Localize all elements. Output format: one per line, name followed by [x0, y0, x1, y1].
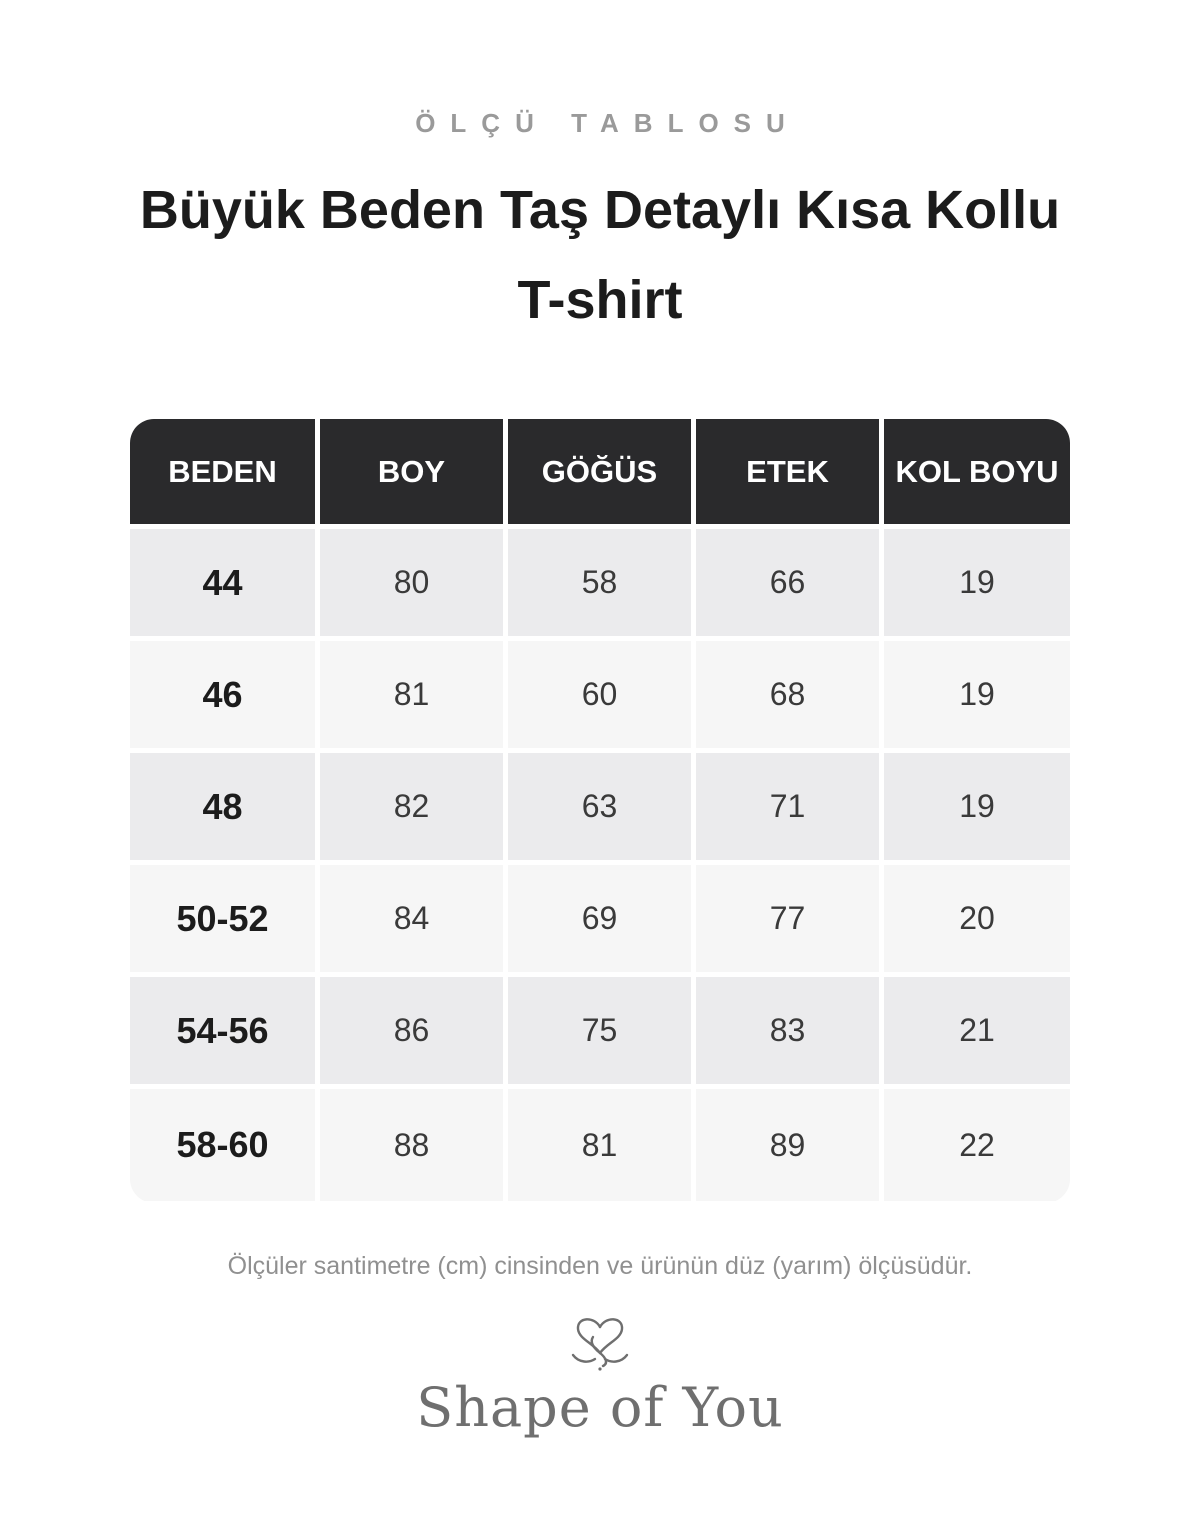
gogus-cell: 60 — [508, 641, 696, 753]
etek-cell: 68 — [696, 641, 884, 753]
size-table-container — [130, 419, 1070, 1203]
table-row — [130, 641, 1070, 753]
measurement-note: Ölçüler santimetre (cm) cinsinden ve ürünün düz (yarım) ölçüsüdür. — [227, 1252, 973, 1280]
gogus-cell: 63 — [508, 753, 696, 865]
etek-cell: 83 — [696, 977, 884, 1089]
gogus-cell: 69 — [508, 865, 696, 977]
boy-cell: 86 — [320, 977, 508, 1089]
boy-cell: 81 — [320, 641, 508, 753]
column-header-kol-boyu: KOL BOYU — [884, 419, 1070, 529]
table-row — [130, 529, 1070, 641]
kol-boyu-cell: 21 — [884, 977, 1070, 1089]
kol-boyu-cell: 19 — [884, 753, 1070, 865]
kol-boyu-cell: 19 — [884, 641, 1070, 753]
etek-cell: 89 — [696, 1089, 884, 1201]
size-table — [130, 419, 1070, 1201]
column-header-gogus: GÖĞÜS — [508, 419, 696, 529]
size-cell: 44 — [130, 529, 320, 641]
table-row — [130, 1089, 1070, 1201]
eyebrow-label: ÖLÇÜ TABLOSU — [415, 108, 800, 138]
page-title — [100, 165, 1100, 345]
gogus-cell: 75 — [508, 977, 696, 1089]
kol-boyu-cell: 22 — [884, 1089, 1070, 1201]
column-header-boy: BOY — [320, 419, 508, 529]
table-row — [130, 865, 1070, 977]
boy-cell: 80 — [320, 529, 508, 641]
etek-cell: 77 — [696, 865, 884, 977]
size-cell: 46 — [130, 641, 320, 753]
table-row — [130, 977, 1070, 1089]
kol-boyu-cell: 19 — [884, 529, 1070, 641]
size-cell: 48 — [130, 753, 320, 865]
size-cell: 50-52 — [130, 865, 320, 977]
boy-cell: 82 — [320, 753, 508, 865]
etek-cell: 66 — [696, 529, 884, 641]
kol-boyu-cell: 20 — [884, 865, 1070, 977]
size-cell: 54-56 — [130, 977, 320, 1089]
gogus-cell: 81 — [508, 1089, 696, 1201]
table-header-row — [130, 419, 1070, 529]
double-heart-icon — [567, 1313, 633, 1371]
column-header-beden: BEDEN — [130, 419, 320, 529]
boy-cell: 84 — [320, 865, 508, 977]
brand-logo-text: Shape of You — [416, 1376, 784, 1439]
title-line-2: T-shirt — [517, 270, 683, 330]
boy-cell: 88 — [320, 1089, 508, 1201]
gogus-cell: 58 — [508, 529, 696, 641]
column-header-etek: ETEK — [696, 419, 884, 529]
title-line-1: Büyük Beden Taş Detaylı Kısa Kollu — [139, 180, 1061, 240]
table-row — [130, 753, 1070, 865]
etek-cell: 71 — [696, 753, 884, 865]
size-cell: 58-60 — [130, 1089, 320, 1201]
